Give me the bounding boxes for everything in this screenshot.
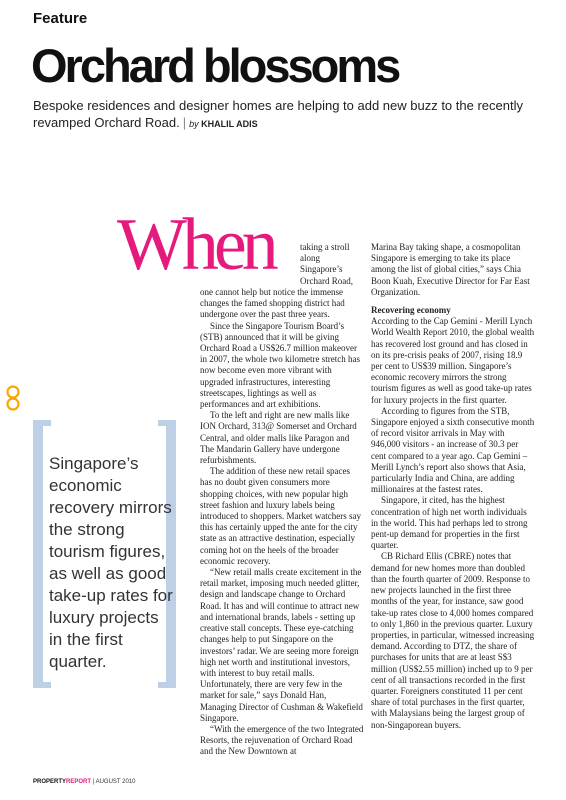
pullquote-text: Singapore’s economic recovery mirrors the strong tourism figures, as well as good take-up rates for luxury projects in the first quarter. xyxy=(49,454,173,671)
paragraph: Singapore, it cited, has the highest concentration of high net worth individuals in the world. This had perhaps led to strong pent-up demand for properties in the first quarter. xyxy=(371,495,528,551)
paragraph: one cannot help but notice the immense changes the famed shopping district had undergone over the past three years. xyxy=(200,287,345,320)
pullquote-cap xyxy=(158,682,166,688)
footer-issue: AUGUST 2010 xyxy=(95,779,136,785)
paragraph-spacer xyxy=(371,298,535,305)
page-footer: PROPERTYREPORT | AUGUST 2010 xyxy=(33,779,136,785)
paragraph: To the left and right are new malls like ION Orchard, 313@ Somerset and Orchard Central, and older malls like Paragon and The Mandarin Gallery have undergone refurbishments. xyxy=(200,410,357,466)
paragraph: CB Richard Ellis (CBRE) notes that demand for new homes more than doubled than the fourth quarter of 2009. Response to new projects launched in the first three months of the year, for instance, saw good take-up rates close to 4,000 homes compared to only 1,860 in the previous quarter. Luxury properties, in particular, witnessed increasing demand. According to DTZ, the share of purchases for units that are at least S$3 million (US$2.55 million) inched up to 9 per cent of all transactions recorded in the first quarter. Foreigners constituted 11 per cent share of total purchases in the first quarter, with Malaysians being the largest group of non-Singaporean buyers. xyxy=(371,551,535,730)
standfirst-text: Bespoke residences and designer homes are helping to add new buzz to the recently revamped Orchard Road. xyxy=(33,98,523,130)
column-a xyxy=(200,287,364,758)
dropcap-word: When xyxy=(117,204,274,286)
paragraph: According to the Cap Gemini - Merill Lynch World Wealth Report 2010, the global wealth has recovered lost ground and has closed in on its pre-crisis peaks of 2007, rising 18.9 per cent to US$39 million. Singapore’s economic recovery mirrors the strong tourism figures as well as good take-up rates for luxury projects in the first quarter. xyxy=(371,316,535,405)
paragraph: Since the Singapore Tourism Board’s (STB) announced that it will be giving Orchard Road a US$26.7 million makeover in 2007, the whole two kilometre stretch has now become even more vibrant with upgraded infrastructures, interesting streetscapes, lightings as well as performances and art exhibitions. xyxy=(200,320,360,410)
byline-prefix: by xyxy=(189,119,199,129)
paragraph: The addition of these new retail spaces has no doubt given consumers more shopping choices, with new popular high street fashion and luxury labels being introduced to shoppers. Market watchers say this has certainly upped the ante for the city state as an attractive destination, especially coming hot on the heels of the broader economic recovery. xyxy=(200,466,361,566)
paragraph: Marina Bay taking shape, a cosmopolitan Singapore is emerging to take its place among the list of global cities,” says Chia Boon Kuah, Executive Director for Far East Organization. xyxy=(371,242,530,297)
paragraph: “With the emergence of the two Integrated Resorts, the rejuvenation of Orchard Road and the New Downtown at xyxy=(200,723,364,757)
subheading: Recovering economy xyxy=(371,305,451,316)
standfirst xyxy=(33,97,558,133)
footer-brand-report: REPORT xyxy=(66,779,92,785)
paragraph: According to figures from the STB, Singapore enjoyed a sixth consecutive month of record visitor arrivals in May with 946,000 visitors - an increase of 30.3 per cent compared to a year ago. Cap Gemini – Merill Lynch’s report also shows that Asia, particularly India and China, are adding millionaires at the fastest rates. xyxy=(371,405,535,495)
pullquote xyxy=(33,420,176,688)
paragraph: “New retail malls create excitement in the retail market, imposing much needed glitter, design and landscape change to Orchard Road. It has and will continue to attract new and international brands, labels - setting up creative stall concepts. These eye-catching changes help to put Singapore on the investors’ radar. We are seeing more foreign high net worth and institutional investors, with interest to buy retail malls. Unfortunately, there are very few in the market for sale,” says Donald Han, Managing Director of Cushman & Wakefield Singapore. xyxy=(200,567,363,723)
pullquote-cap xyxy=(43,420,51,426)
pullquote-cap xyxy=(158,420,166,426)
column-a-intro: taking a stroll along Singapore’s Orchard Road, xyxy=(300,242,353,286)
column-b xyxy=(371,242,535,731)
byline-author: KHALIL ADIS xyxy=(201,119,258,129)
byline-separator: | xyxy=(182,115,187,130)
publication-logo-icon xyxy=(2,385,24,411)
headline: Orchard blossoms xyxy=(31,39,399,92)
section-label: Feature xyxy=(33,10,88,27)
pullquote-cap xyxy=(43,682,51,688)
byline xyxy=(189,119,258,129)
pullquote-bracket-left xyxy=(33,420,43,688)
footer-brand-property: PROPERTY xyxy=(33,779,67,785)
